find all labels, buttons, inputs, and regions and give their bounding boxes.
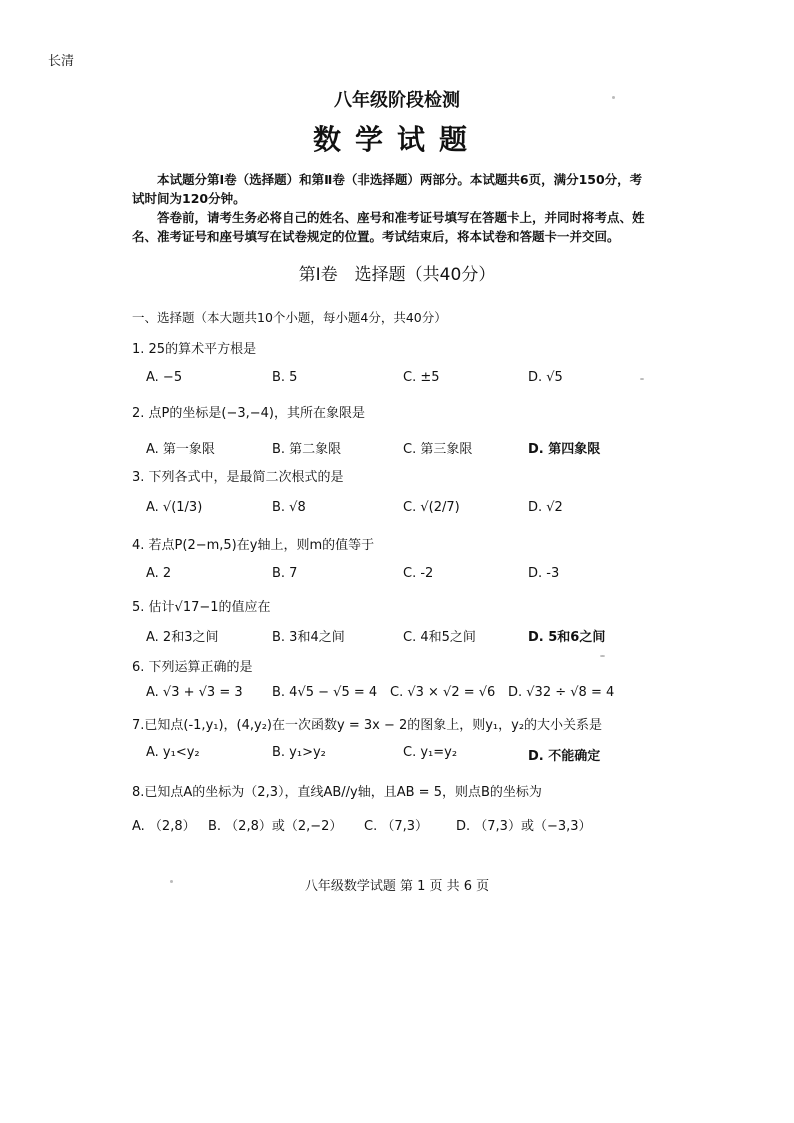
- question-3-option-a: A. √(1/3): [146, 500, 203, 515]
- instruction-paragraph: 答卷前，请考生务必将自己的姓名、座号和准考证号填写在答题卡上，并同时将考点、姓名、准考证号和座号填写在试卷规定的位置。考试结束后，将本试卷和答题卡一并交回。: [132, 210, 645, 244]
- question-4-option-d: D. -3: [528, 566, 560, 581]
- question-6-option-d: D. √32 ÷ √8 = 4: [508, 685, 615, 700]
- corner-mark: 长清: [48, 54, 75, 69]
- question-2-option-d: D. 第四象限: [528, 442, 601, 457]
- question-6-stem: 6. 下列运算正确的是: [132, 660, 253, 675]
- question-5-option-d: D. 5和6之间: [528, 630, 606, 645]
- question-5-stem: 5. 估计√17−1的值应在: [132, 600, 271, 615]
- question-7-option-a: A. y₁<y₂: [146, 745, 200, 760]
- scan-speck: [640, 378, 644, 380]
- question-2-option-a: A. 第一象限: [146, 442, 215, 457]
- question-4-option-b: B. 7: [272, 566, 298, 581]
- question-8-option-c: C. （7,3）: [364, 819, 429, 834]
- question-5-option-c: C. 4和5之间: [403, 630, 476, 645]
- question-6-option-c: C. √3 × √2 = √6: [390, 685, 496, 700]
- question-7-option-c: C. y₁=y₂: [403, 745, 458, 760]
- scan-speck: [600, 655, 605, 657]
- question-7-option-b: B. y₁>y₂: [272, 745, 326, 760]
- question-1-stem: 1. 25的算术平方根是: [132, 342, 257, 357]
- question-4-option-c: C. -2: [403, 566, 434, 581]
- question-3-option-d: D. √2: [528, 500, 563, 515]
- question-2-option-b: B. 第二象限: [272, 442, 342, 457]
- question-2-stem: 2. 点P的坐标是(−3,−4)，其所在象限是: [132, 406, 365, 421]
- scan-speck: [170, 880, 173, 883]
- question-7-option-d: D. 不能确定: [528, 749, 601, 764]
- section-title: 一、选择题（本大题共10个小题，每小题4分，共40分）: [132, 310, 447, 325]
- page-footer: 八年级数学试题 第 1 页 共 6 页: [304, 879, 490, 894]
- question-1-option-b: B. 5: [272, 370, 298, 385]
- question-3-stem: 3. 下列各式中，是最简二次根式的是: [132, 470, 344, 485]
- subject-title: 数学试题: [312, 123, 481, 156]
- question-1-option-a: A. −5: [146, 370, 183, 385]
- question-1-option-c: C. ±5: [403, 370, 440, 385]
- question-6-option-a: A. √3 + √3 = 3: [146, 685, 243, 700]
- question-8-option-d: D. （7,3）或（−3,3）: [456, 819, 592, 834]
- exam-name: 八年级阶段检测: [334, 90, 460, 111]
- question-4-stem: 4. 若点P(2−m,5)在y轴上，则m的值等于: [132, 538, 375, 553]
- question-5-option-a: A. 2和3之间: [146, 630, 219, 645]
- scan-speck: [612, 96, 615, 99]
- question-2-option-c: C. 第三象限: [403, 442, 473, 457]
- question-3-option-c: C. √(2/7): [403, 500, 460, 515]
- question-8-stem: 8.已知点A的坐标为（2,3），直线AB//y轴，且AB = 5，则点B的坐标为: [132, 785, 542, 800]
- question-6-option-b: B. 4√5 − √5 = 4: [272, 685, 378, 700]
- exam-instructions: [132, 170, 652, 246]
- question-5-option-b: B. 3和4之间: [272, 630, 345, 645]
- part-title: 第Ⅰ卷 选择题（共40分）: [298, 265, 496, 285]
- instruction-paragraph: 本试题分第Ⅰ卷（选择题）和第Ⅱ卷（非选择题）两部分。本试题共6页，满分150分，考试时间为120分钟。: [132, 172, 643, 206]
- question-8-option-a: A. （2,8）: [132, 819, 196, 834]
- question-3-option-b: B. √8: [272, 500, 306, 515]
- question-8-option-b: B. （2,8）或（2,−2）: [208, 819, 343, 834]
- question-7-stem: 7.已知点(-1,y₁)，(4,y₂)在一次函数y = 3x − 2的图象上，则y₁，y₂的大小关系是: [132, 718, 603, 733]
- question-4-option-a: A. 2: [146, 566, 172, 581]
- question-1-option-d: D. √5: [528, 370, 563, 385]
